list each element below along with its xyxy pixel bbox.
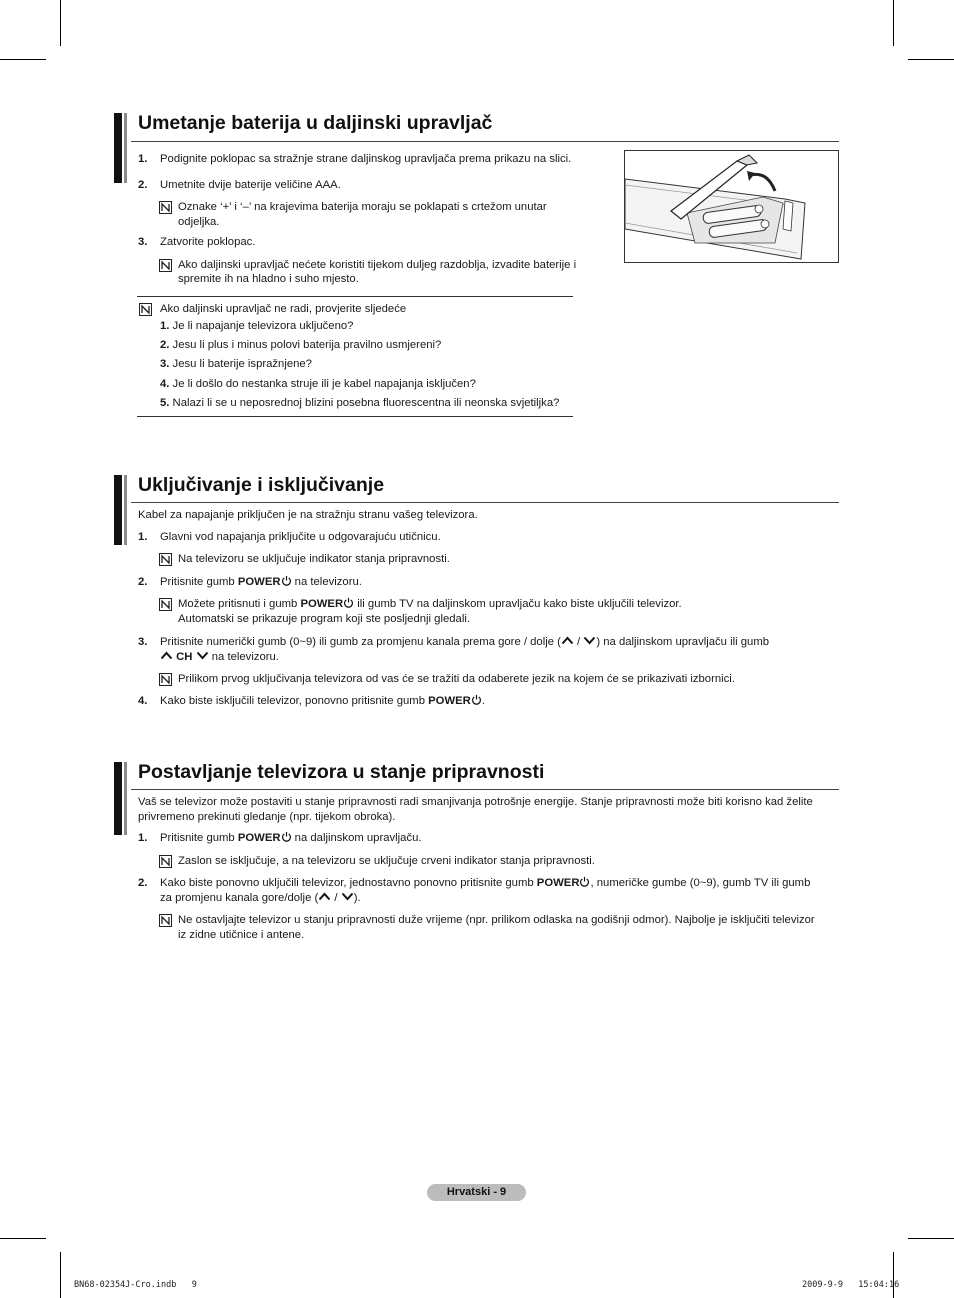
check-intro: Ako daljinski upravljač ne radi, provjerite sljedeće (160, 303, 407, 315)
step-number: 4. (138, 695, 148, 707)
step-number: 2. (138, 576, 148, 588)
check-box-bottom-rule (137, 416, 573, 417)
check-box-top-rule (137, 296, 573, 297)
step-number: 3. (138, 236, 148, 248)
step-number: 3. (138, 636, 148, 648)
section-rule (131, 502, 839, 503)
check-item: 2. Jesu li plus i minus polovi baterija pravilno usmjereni? (160, 339, 442, 351)
remote-illustration (625, 151, 838, 262)
page-number-badge: Hrvatski - 9 (427, 1184, 526, 1201)
note-icon (159, 673, 172, 686)
note-icon (159, 201, 172, 214)
chevron-down-icon (341, 892, 354, 901)
step-text: Pritisnite gumb POWER na televizoru. (160, 576, 362, 588)
note-icon (159, 598, 172, 611)
crop-mark (0, 1238, 46, 1239)
step-text: Kako biste ponovno uključili televizor, jednostavno ponovno pritisnite gumb POWER , numeričke gumbe (0~9), gumb TV ili gumb (160, 877, 811, 889)
check-item: 1. Je li napajanje televizora uključeno? (160, 320, 354, 332)
note-icon (159, 914, 172, 927)
remote-battery-figure (624, 150, 839, 263)
intro-text: privremeno prekinuti gledanje (npr. tijekom obroka). (138, 811, 396, 823)
step-number: 1. (138, 531, 148, 543)
section-title: Umetanje baterija u daljinski upravljač (138, 112, 493, 134)
power-icon (281, 575, 292, 586)
section-marker (114, 762, 127, 835)
note-icon (139, 303, 152, 316)
crop-mark (0, 59, 46, 60)
crop-mark (908, 1238, 954, 1239)
step-number: 2. (138, 179, 148, 191)
crop-mark (60, 0, 61, 46)
power-icon (471, 694, 482, 705)
step-text: Kako biste isključili televizor, ponovno pritisnite gumb POWER . (160, 695, 485, 707)
chevron-up-icon (318, 892, 331, 901)
note-text: Prilikom prvog uključivanja televizora od vas će se tražiti da odaberete jezik na kojem će se prikazivati izbornici. (178, 673, 735, 685)
check-item: 4. Je li došlo do nestanka struje ili je kabel napajanja isključen? (160, 378, 476, 390)
note-text: Na televizoru se uključuje indikator stanja pripravnosti. (178, 553, 450, 565)
crop-mark (893, 0, 894, 46)
chevron-down-icon (196, 651, 209, 660)
step-text: Pritisnite gumb POWER na daljinskom upravljaču. (160, 832, 422, 844)
note-text: odjeljka. (178, 216, 220, 228)
note-text: spremite ih na hladno i suho mjesto. (178, 273, 359, 285)
note-text: Možete pritisnuti i gumb POWER ili gumb TV na daljinskom upravljaču kako biste uključili televizor. (178, 598, 682, 610)
note-text: iz zidne utičnice i antene. (178, 929, 305, 941)
section-rule (131, 141, 839, 142)
print-footer-left: BN68-02354J-Cro.indb 9 (74, 1280, 197, 1290)
note-text: Oznake ‘+’ i ‘–’ na krajevima baterija moraju se poklapati s crtežom unutar (178, 201, 547, 213)
crop-mark (893, 1252, 894, 1298)
print-footer-right: 2009-9-9 15:04:16 (802, 1280, 900, 1290)
section-marker (114, 475, 127, 545)
chevron-down-icon (583, 636, 596, 645)
intro-text: Vaš se televizor može postaviti u stanje pripravnosti radi smanjivanja potrošnje energije. Stanje pripravnosti može biti korisno kad želite (138, 796, 813, 808)
section-title: Postavljanje televizora u stanje pripravnosti (138, 761, 545, 783)
note-text: Zaslon se isključuje, a na televizoru se uključuje crveni indikator stanja pripravnosti. (178, 855, 595, 867)
note-text: Ako daljinski upravljač nećete koristiti tijekom duljeg razdoblja, izvadite baterije i (178, 259, 577, 271)
chevron-up-icon (160, 651, 173, 660)
step-text: Podignite poklopac sa stražnje strane daljinskog upravljača prema prikazu na slici. (160, 153, 572, 165)
check-item: 5. Nalazi li se u neposrednoj blizini posebna fluorescentna ili neonska svjetiljka? (160, 397, 560, 409)
step-text: Umetnite dvije baterije veličine AAA. (160, 179, 341, 191)
step-text: Zatvorite poklopac. (160, 236, 256, 248)
step-text: za promjenu kanala gore/dolje ( / ). (160, 892, 361, 904)
step-text: CH na televizoru. (160, 650, 279, 665)
step-text: Glavni vod napajanja priključite u odgovarajuću utičnicu. (160, 531, 441, 543)
note-text: Ne ostavljajte televizor u stanju pripravnosti duže vrijeme (npr. prilikom odlaska na godišnji odmor). Najbolje je isključiti televizor (178, 914, 815, 926)
crop-mark (908, 59, 954, 60)
section-marker (114, 113, 127, 183)
intro-text: Kabel za napajanje priključen je na stražnju stranu vašeg televizora. (138, 509, 478, 521)
check-item: 3. Jesu li baterije ispražnjene? (160, 358, 312, 370)
crop-mark (60, 1252, 61, 1298)
step-number: 1. (138, 832, 148, 844)
note-text: Automatski se prikazuje program koji ste posljednji gledali. (178, 613, 470, 625)
step-number: 1. (138, 153, 148, 165)
note-icon (159, 553, 172, 566)
section-title: Uključivanje i isključivanje (138, 474, 385, 496)
power-icon (579, 876, 590, 887)
chevron-up-icon (561, 636, 574, 645)
step-number: 2. (138, 877, 148, 889)
power-icon (281, 831, 292, 842)
note-icon (159, 855, 172, 868)
power-icon (343, 597, 354, 608)
section-rule (131, 789, 839, 790)
note-icon (159, 259, 172, 272)
step-text: Pritisnite numerički gumb (0~9) ili gumb za promjenu kanala prema gore / dolje ( / ) na daljinskom upravljaču ili gumb (160, 636, 770, 648)
